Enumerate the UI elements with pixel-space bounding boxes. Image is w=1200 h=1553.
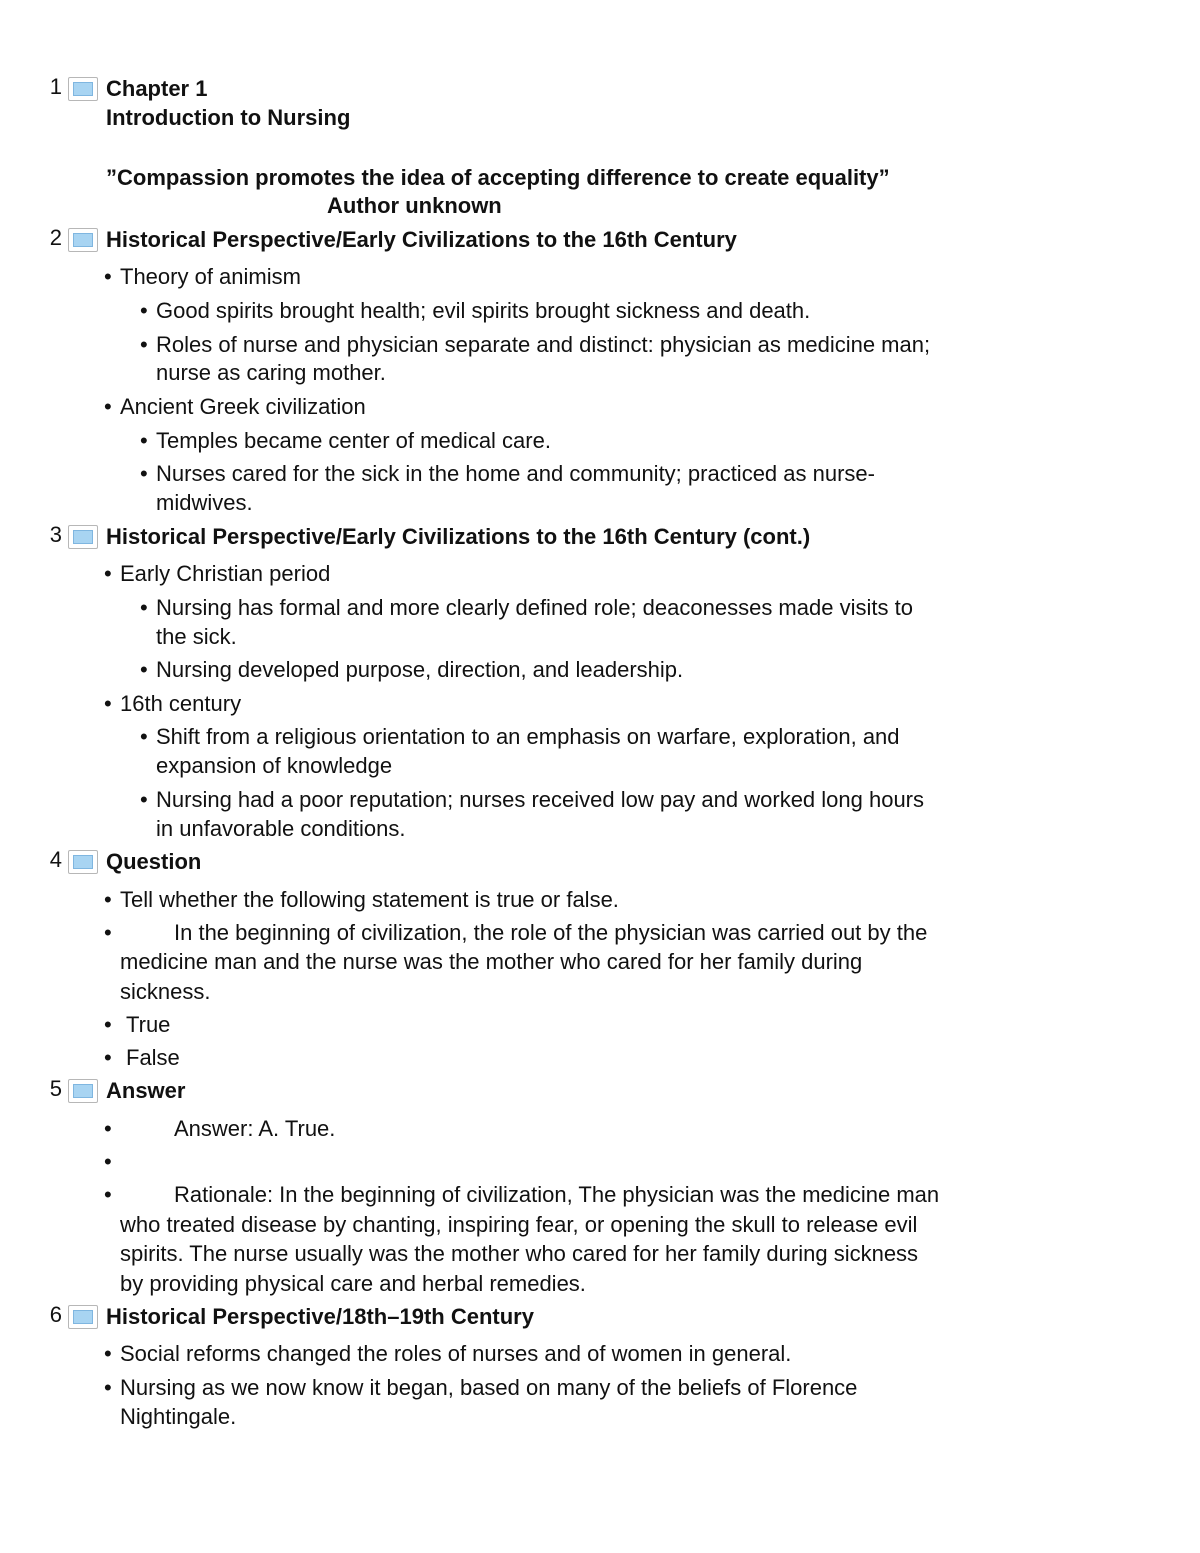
slide-thumbnail-icon[interactable] — [68, 525, 98, 549]
bullet-continuation: sickness. — [120, 979, 211, 1004]
slide-title: Question — [106, 849, 202, 874]
sub-bullet-continuation: expansion of knowledge — [156, 753, 393, 778]
slide-thumbnail-icon[interactable] — [68, 1305, 98, 1329]
bullet-continuation: spirits. The nurse usually was the mother who cared for her family during sickness — [120, 1241, 919, 1266]
bullet-continuation: Nightingale. — [120, 1404, 237, 1429]
slide-thumbnail-icon[interactable] — [68, 850, 98, 874]
slide-number: 6 — [49, 1302, 62, 1327]
quote-author: Author unknown — [327, 193, 502, 218]
slide-title-line-2: Introduction to Nursing — [106, 105, 351, 130]
slide-number: 5 — [49, 1076, 62, 1101]
slide-title: Historical Perspective/Early Civilizations to the 16th Century — [106, 227, 737, 252]
bullet-continuation: who treated disease by chanting, inspiring fear, or opening the skull to release evil — [120, 1212, 918, 1237]
slide-number: 4 — [49, 847, 62, 872]
slide-title: Historical Perspective/Early Civilizations to the 16th Century (cont.) — [106, 524, 811, 549]
slide-number: 3 — [49, 522, 62, 547]
slide-number: 1 — [49, 74, 62, 99]
sub-bullet-continuation: nurse as caring mother. — [156, 360, 386, 385]
bullet-continuation: medicine man and the nurse was the mother who cared for her family during — [120, 949, 863, 974]
bullet-continuation: by providing physical care and herbal remedies. — [120, 1271, 586, 1296]
slide-title: Chapter 1 — [106, 76, 208, 101]
slide-thumbnail-icon[interactable] — [68, 228, 98, 252]
sub-bullet-continuation: in unfavorable conditions. — [156, 816, 406, 841]
slide-title: Answer — [106, 1078, 186, 1103]
slide-number: 2 — [49, 225, 62, 250]
slide-thumbnail-icon[interactable] — [68, 77, 98, 101]
slide-title: Historical Perspective/18th–19th Century — [106, 1304, 534, 1329]
slide-thumbnail-icon[interactable] — [68, 1079, 98, 1103]
sub-bullet-continuation: the sick. — [156, 624, 237, 649]
slide-quote: ”Compassion promotes the idea of accepting difference to create equality” — [106, 165, 890, 190]
sub-bullet-continuation: midwives. — [156, 490, 253, 515]
